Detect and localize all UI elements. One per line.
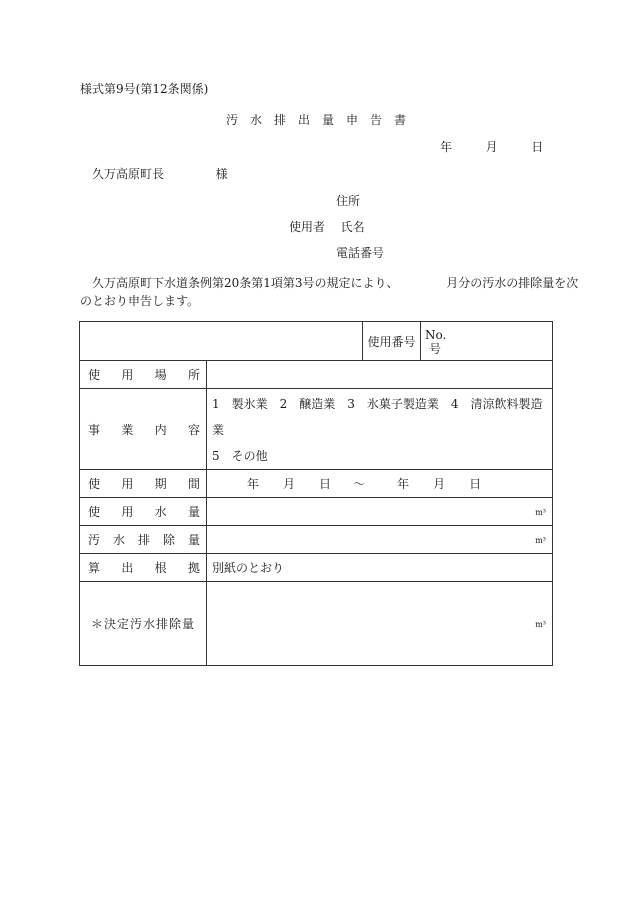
sewage-volume-label-char: 汚 <box>88 533 101 547</box>
period-separator: ～ <box>353 477 366 491</box>
water-volume-label-char: 水 <box>154 505 167 519</box>
declaration-line-2: のとおり申告します。 <box>80 294 200 308</box>
water-volume-row <box>80 498 553 526</box>
sewage-volume-label-char: 排 <box>137 533 150 547</box>
period-label-char: 間 <box>187 477 200 491</box>
blank-header-cell <box>80 322 363 361</box>
water-volume-unit: m³ <box>535 508 547 517</box>
basis-row <box>80 554 553 582</box>
sewage-volume-unit: m³ <box>535 536 547 545</box>
usage-number-cell[interactable] <box>421 322 553 361</box>
addressee-name: 久万高原町長 <box>92 167 165 181</box>
date-year-label: 年 <box>440 140 453 154</box>
water-volume-label <box>80 498 207 526</box>
business-label-char: 内 <box>154 422 167 437</box>
decided-volume-value-cell[interactable] <box>207 582 553 666</box>
decided-volume-unit: m³ <box>535 620 547 629</box>
sewage-volume-label-char: 量 <box>187 533 200 547</box>
date-day-label: 日 <box>531 140 544 154</box>
start-year-label: 年 <box>247 477 260 491</box>
business-label-char: 容 <box>187 422 200 437</box>
declaration-text-b: 月分の汚水の排除量を次 <box>446 276 579 290</box>
period-row <box>80 470 553 498</box>
sewage-volume-label-char: 水 <box>112 533 125 547</box>
usage-number-label: 使用番号 <box>363 322 421 361</box>
business-options-line-2: 5 その他 <box>212 449 268 463</box>
addressee <box>92 165 228 182</box>
location-label-char: 使 <box>88 368 101 382</box>
water-volume-label-char: 使 <box>88 505 101 519</box>
location-row <box>80 361 553 389</box>
document-title: 汚 水 排 出 量 申 告 書 <box>226 113 407 127</box>
period-label-char: 期 <box>154 477 167 491</box>
user-name-row <box>289 218 365 235</box>
end-day-label: 日 <box>469 477 482 491</box>
period-value-cell[interactable] <box>207 470 553 498</box>
location-label-char: 所 <box>187 368 200 382</box>
water-volume-label-char: 量 <box>187 505 200 519</box>
addressee-suffix: 様 <box>215 167 228 181</box>
no-label: No. <box>425 328 447 342</box>
basis-label <box>80 554 207 582</box>
location-label-char: 用 <box>121 368 134 382</box>
business-options-line-1: 1 製氷業 2 醸造業 3 氷菓子製造業 4 清涼飲料製造業 <box>212 397 543 437</box>
phone-label: 電話番号 <box>336 246 385 260</box>
address-label: 住所 <box>336 194 361 208</box>
end-month-label: 月 <box>433 477 446 491</box>
declaration-line-1 <box>92 274 578 291</box>
form-number: 様式第9号(第12条関係) <box>80 82 209 96</box>
location-value-cell[interactable] <box>207 361 553 389</box>
sewage-volume-label <box>80 526 207 554</box>
water-volume-label-char: 用 <box>121 505 134 519</box>
business-label-char: 事 <box>88 422 101 437</box>
declaration-table <box>79 321 553 666</box>
basis-value-cell[interactable] <box>207 554 553 582</box>
sewage-volume-row <box>80 526 553 554</box>
basis-value: 別紙のとおり <box>212 561 285 575</box>
water-volume-value-cell[interactable] <box>207 498 553 526</box>
usage-number-row <box>80 322 553 361</box>
go-label: 号 <box>429 342 442 356</box>
location-label <box>80 361 207 389</box>
basis-label-char: 出 <box>121 561 134 575</box>
business-label-char: 業 <box>121 422 134 437</box>
date-month-label: 月 <box>485 140 498 154</box>
user-label: 使用者 <box>289 220 326 234</box>
business-row <box>80 389 553 470</box>
date-line <box>440 138 543 155</box>
period-label <box>80 470 207 498</box>
business-label <box>80 389 207 470</box>
sewage-volume-label-char: 除 <box>162 533 175 547</box>
decided-volume-label: ＊決定汚水排除量 <box>80 582 207 666</box>
basis-label-char: 拠 <box>187 561 200 575</box>
period-label-char: 使 <box>88 477 101 491</box>
period-label-char: 用 <box>121 477 134 491</box>
basis-label-char: 根 <box>154 561 167 575</box>
start-day-label: 日 <box>319 477 332 491</box>
decided-volume-row <box>80 582 553 666</box>
declaration-text-a: 久万高原町下水道条例第20条第1項第3号の規定により、 <box>92 276 399 290</box>
location-label-char: 場 <box>154 368 167 382</box>
sewage-volume-value-cell[interactable] <box>207 526 553 554</box>
business-options-cell[interactable] <box>207 389 553 470</box>
name-label: 氏名 <box>340 220 365 234</box>
end-year-label: 年 <box>397 477 410 491</box>
start-month-label: 月 <box>283 477 296 491</box>
basis-label-char: 算 <box>88 561 101 575</box>
